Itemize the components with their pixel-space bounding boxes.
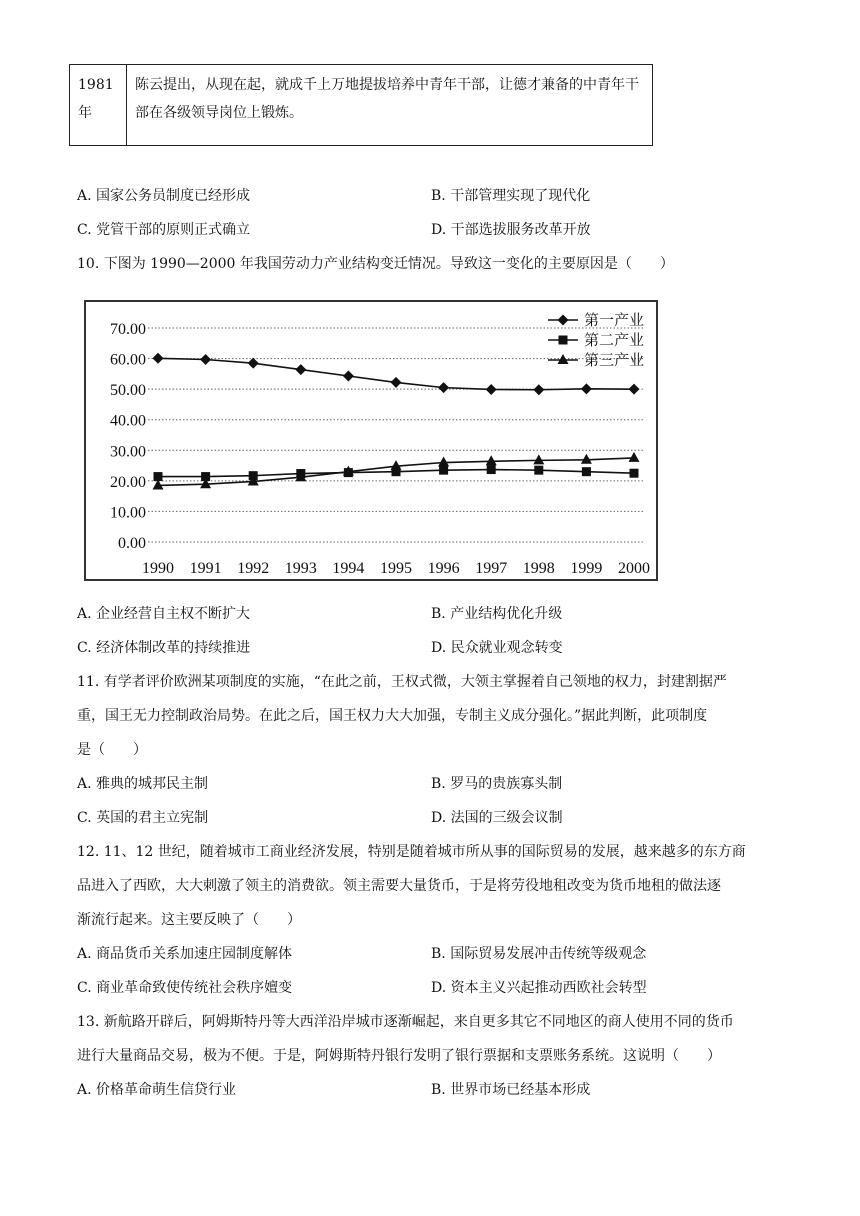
- q11-option-c: C. 英国的君主立宪制: [77, 810, 209, 826]
- x-tick-label: 1998: [522, 560, 555, 577]
- q12-option-d: D. 资本主义兴起推动西欧社会转型: [431, 980, 647, 996]
- data-point-series-3: [533, 454, 544, 464]
- data-point-series-2: [582, 467, 591, 476]
- y-tick-label: 40.00: [110, 412, 146, 430]
- data-point-series-1: [581, 383, 592, 394]
- data-point-series-1: [343, 370, 354, 381]
- y-tick-label: 30.00: [110, 443, 146, 461]
- q12-stem-line3: 渐流行起来。这主要反映了（ ）: [77, 912, 301, 928]
- q9-option-c: C. 党管干部的原则正式确立: [77, 222, 251, 238]
- y-tick-label: 50.00: [110, 382, 146, 400]
- table-year-cell: 1981年: [70, 65, 127, 146]
- y-tick-label: 10.00: [110, 504, 146, 522]
- x-tick-label: 1999: [570, 560, 603, 577]
- data-point-series-1: [486, 384, 497, 395]
- y-tick-label: 0.00: [118, 535, 146, 552]
- legend-marker: [558, 315, 569, 326]
- legend-marker: [558, 354, 569, 364]
- x-tick-label: 1990: [142, 560, 174, 577]
- q10-option-d: D. 民众就业观念转变: [431, 640, 563, 656]
- x-tick-label: 1991: [189, 560, 222, 577]
- data-point-series-1: [438, 382, 449, 393]
- q13-stem-line1: 13. 新航路开辟后，阿姆斯特丹等大西洋沿岸城市逐渐崛起，来自更多其它不同地区的商人使用不同的货币: [77, 1014, 734, 1030]
- x-tick-label: 1997: [475, 560, 508, 577]
- data-point-series-1: [533, 384, 544, 395]
- table-content-cell: 陈云提出，从现在起，就成千上万地提拔培养中青年干部，让德才兼备的中青年干部在各级领导岗位上锻炼。: [127, 65, 653, 146]
- q9-option-a: A. 国家公务员制度已经形成: [77, 188, 251, 204]
- data-point-series-3: [486, 455, 497, 465]
- q13-stem-line2: 进行大量商品交易，极为不便。于是，阿姆斯特丹银行发明了银行票据和支票账务系统。这说明（ ）: [77, 1048, 721, 1064]
- data-point-series-1: [629, 384, 640, 395]
- legend-label: 第一产业: [584, 313, 645, 329]
- x-tick-label: 1993: [284, 560, 317, 577]
- q11-stem-line3: 是（ ）: [77, 742, 147, 758]
- data-point-series-1: [248, 358, 259, 369]
- x-tick-label: 2000: [618, 560, 650, 577]
- legend-marker: [559, 336, 568, 345]
- q10-option-a: A. 企业经营自主权不断扩大: [77, 606, 251, 622]
- table-row: [70, 65, 653, 146]
- data-point-series-2: [439, 466, 448, 475]
- q10-stem: 10. 下图为 1990—2000 年我国劳动力产业结构变迁情况。导致这一变化的主要原因是（ ）: [77, 256, 674, 272]
- data-point-series-2: [487, 465, 496, 474]
- data-point-series-3: [629, 452, 640, 462]
- labor-structure-chart: [84, 300, 658, 581]
- data-point-series-1: [391, 377, 402, 388]
- q11-stem-line1: 11. 有学者评价欧洲某项制度的实施，“在此之前，王权式微，大领主掌握着自己领地的权力，封建割据严: [77, 674, 727, 690]
- x-tick-label: 1996: [427, 560, 460, 577]
- x-tick-label: 1995: [380, 560, 412, 577]
- q13-option-b: B. 世界市场已经基本形成: [431, 1082, 591, 1098]
- q9-option-b: B. 干部管理实现了现代化: [431, 188, 591, 204]
- y-tick-label: 60.00: [110, 351, 146, 369]
- q9-option-d: D. 干部选拔服务改革开放: [431, 222, 591, 238]
- data-point-series-1: [295, 364, 306, 375]
- legend-label: 第三产业: [584, 353, 645, 369]
- q11-option-a: A. 雅典的城邦民主制: [77, 776, 209, 792]
- legend-label: 第二产业: [584, 333, 645, 349]
- q12-option-a: A. 商品货币关系加速庄园制度解体: [77, 946, 293, 962]
- q10-option-c: C. 经济体制改革的持续推进: [77, 640, 251, 656]
- q12-stem-line1: 12. 11、12 世纪，随着城市工商业经济发展，特别是随着城市所从事的国际贸易的发展，越来越多的东方商: [77, 844, 746, 860]
- q11-stem-line2: 重，国王无力控制政治局势。在此之后，国王权力大大加强，专制主义成分强化。”据此判断，此项制度: [77, 708, 708, 724]
- q12-stem-line2: 品进入了西欧，大大刺激了领主的消费欲。领主需要大量货币，于是将劳役地租改变为货币地租的做法逐: [77, 878, 721, 894]
- q10-option-b: B. 产业结构优化升级: [431, 606, 563, 622]
- q11-option-b: B. 罗马的贵族寡头制: [431, 776, 563, 792]
- x-tick-label: 1992: [237, 560, 270, 577]
- y-tick-label: 70.00: [110, 321, 146, 338]
- q12-option-b: B. 国际贸易发展冲击传统等级观念: [431, 946, 647, 962]
- q13-option-a: A. 价格革命萌生信贷行业: [77, 1082, 237, 1098]
- data-point-series-2: [630, 469, 639, 478]
- chart-svg: [86, 302, 656, 579]
- data-point-series-2: [534, 466, 543, 475]
- x-tick-label: 1994: [332, 560, 365, 577]
- data-point-series-1: [153, 353, 164, 364]
- q12-option-c: C. 商业革命致使传统社会秩序嬗变: [77, 980, 293, 996]
- q11-option-d: D. 法国的三级会议制: [431, 810, 563, 826]
- info-table: [69, 64, 653, 146]
- y-tick-label: 20.00: [110, 473, 146, 491]
- data-point-series-3: [438, 457, 449, 467]
- data-point-series-3: [581, 454, 592, 464]
- data-point-series-1: [200, 354, 211, 365]
